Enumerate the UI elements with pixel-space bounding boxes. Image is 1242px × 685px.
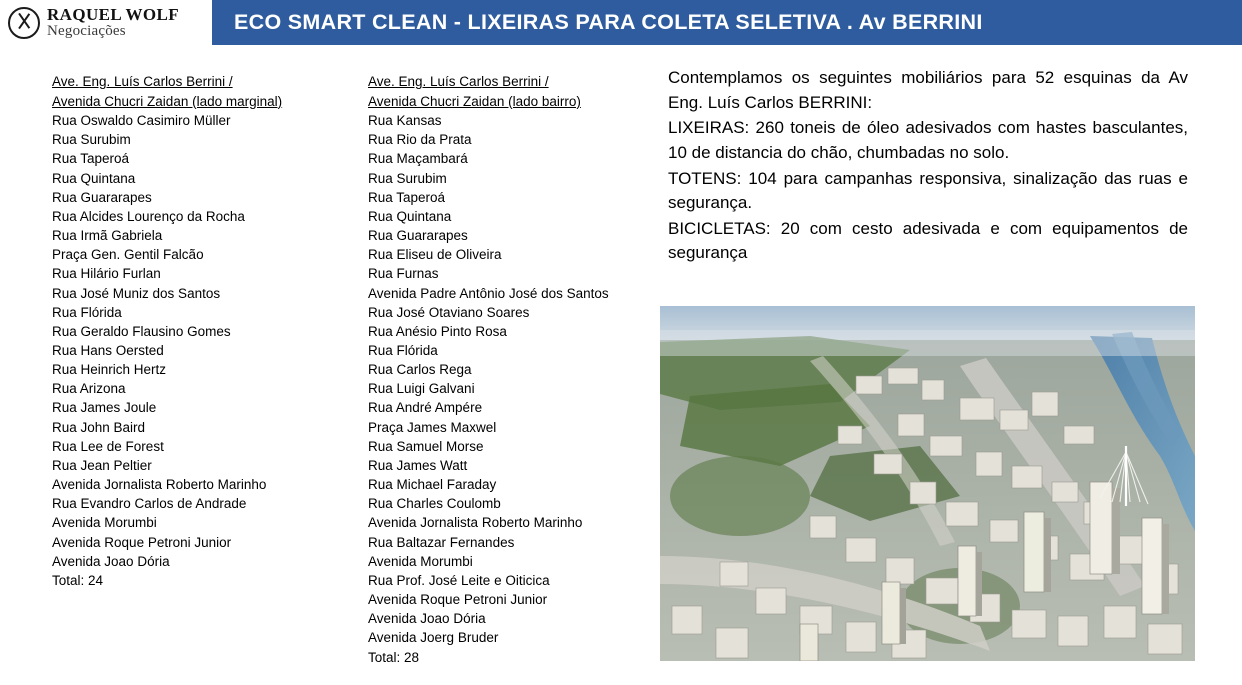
list-item: Avenida Jornalista Roberto Marinho xyxy=(368,515,583,531)
list-item: Rua Kansas xyxy=(368,113,442,129)
list-item: Rua Eliseu de Oliveira xyxy=(368,247,502,263)
column-total: Total: 28 xyxy=(368,649,420,665)
list-item: Rua Charles Coulomb xyxy=(368,496,501,512)
list-item: Rua José Muniz dos Santos xyxy=(52,285,221,301)
list-item: Rua Baltazar Fernandes xyxy=(368,534,515,550)
list-item: Praça Gen. Gentil Falcão xyxy=(52,247,204,263)
description-block xyxy=(668,66,1188,267)
list-item: Avenida Morumbi xyxy=(368,553,473,569)
description-totens: TOTENS: 104 para campanhas responsiva, sinalização das ruas e segurança. xyxy=(668,168,1188,213)
list-item: Avenida Roque Petroni Junior xyxy=(52,534,232,550)
street-list-column-marginal xyxy=(52,72,342,590)
list-item: Rua Samuel Morse xyxy=(368,438,484,454)
list-item: Rua Irmã Gabriela xyxy=(52,228,163,244)
description-lixeiras: LIXEIRAS: 260 toneis de óleo adesivados com hastes basculantes, 10 de distancia do chão, chumbadas no solo. xyxy=(668,118,1188,162)
list-item: Rua Luigi Galvani xyxy=(368,381,475,397)
list-item: Rua Oswaldo Casimiro Müller xyxy=(52,113,231,129)
column-heading-line1: Ave. Eng. Luís Carlos Berrini / xyxy=(52,74,233,89)
aerial-photo-graphic xyxy=(660,306,1195,661)
list-item: Rua Guararapes xyxy=(368,228,468,244)
brand-title: RAQUEL WOLF xyxy=(47,4,180,24)
page-title: ECO SMART CLEAN - LIXEIRAS PARA COLETA SELETIVA . Av BERRINI xyxy=(234,10,983,34)
list-item: Rua Hilário Furlan xyxy=(52,266,161,282)
list-item: Rua James Watt xyxy=(368,457,468,473)
column-total: Total: 24 xyxy=(52,572,104,588)
list-item: Avenida Joerg Bruder xyxy=(368,630,499,646)
list-item: Rua Surubim xyxy=(368,170,447,186)
list-item: Rua Hans Oersted xyxy=(52,343,164,358)
circle-monogram-icon xyxy=(8,7,40,39)
description-intro: Contemplamos os seguintes mobiliários para 52 esquinas da Av Eng. Luís Carlos BERRINI: xyxy=(668,68,1188,112)
list-item: Rua Heinrich Hertz xyxy=(52,362,167,378)
aerial-photo-berrini-avenue xyxy=(660,306,1195,661)
list-item: Rua Prof. José Leite e Oiticica xyxy=(368,572,550,588)
list-item: Rua Guararapes xyxy=(52,189,152,205)
list-item: Rua Evandro Carlos de Andrade xyxy=(52,496,247,512)
brand-logo xyxy=(0,0,214,45)
list-item: Praça James Maxwel xyxy=(368,419,497,435)
brand-subtitle: Negociações xyxy=(47,22,126,39)
list-item: Rua Alcides Lourenço da Rocha xyxy=(52,208,245,224)
list-item: Rua Surubim xyxy=(52,132,131,148)
list-item: Avenida Joao Dória xyxy=(52,553,170,569)
brand-text xyxy=(47,6,179,40)
list-item: Rua Flórida xyxy=(52,304,122,320)
column-heading xyxy=(52,72,342,111)
column-heading xyxy=(368,72,668,111)
list-item: Rua André Ampére xyxy=(368,400,483,416)
list-item: Rua Anésio Pinto Rosa xyxy=(368,323,507,339)
list-item: Avenida Roque Petroni Junior xyxy=(368,592,548,608)
list-item: Rua Quintana xyxy=(52,170,136,186)
list-item: Avenida Jornalista Roberto Marinho xyxy=(52,477,267,493)
column-heading-line1: Ave. Eng. Luís Carlos Berrini / xyxy=(368,74,549,89)
list-item: Rua Michael Faraday xyxy=(368,477,497,493)
street-list-column-bairro xyxy=(368,72,668,667)
list-item: Rua James Joule xyxy=(52,400,157,416)
list-item: Rua John Baird xyxy=(52,419,146,435)
list-item: Rua Lee de Forest xyxy=(52,438,164,454)
list-item: Rua Taperoá xyxy=(368,189,446,205)
list-item: Rua José Otaviano Soares xyxy=(368,304,530,320)
list-item: Rua Jean Peltier xyxy=(52,457,152,473)
list-item: Rua Quintana xyxy=(368,208,452,224)
list-item: Rua Arizona xyxy=(52,381,126,397)
column-heading-line2: Avenida Chucri Zaidan (lado marginal) xyxy=(52,93,283,109)
list-item: Rua Taperoá xyxy=(52,151,130,167)
list-item: Avenida Morumbi xyxy=(52,515,157,531)
list-item: Rua Furnas xyxy=(368,266,439,282)
list-item: Rua Carlos Rega xyxy=(368,362,472,378)
list-item: Rua Geraldo Flausino Gomes xyxy=(52,323,231,339)
list-item: Rua Rio da Prata xyxy=(368,132,472,148)
list-item: Avenida Padre Antônio José dos Santos xyxy=(368,285,609,301)
list-item: Rua Flórida xyxy=(368,343,438,358)
list-item: Avenida Joao Dória xyxy=(368,611,486,627)
column-heading-line2: Avenida Chucri Zaidan (lado bairro) xyxy=(368,93,581,109)
description-bicicletas: BICICLETAS: 20 com cesto adesivada e com equipamentos de segurança xyxy=(668,218,1188,263)
list-item: Rua Maçambará xyxy=(368,151,468,167)
slide-header xyxy=(0,0,1242,45)
